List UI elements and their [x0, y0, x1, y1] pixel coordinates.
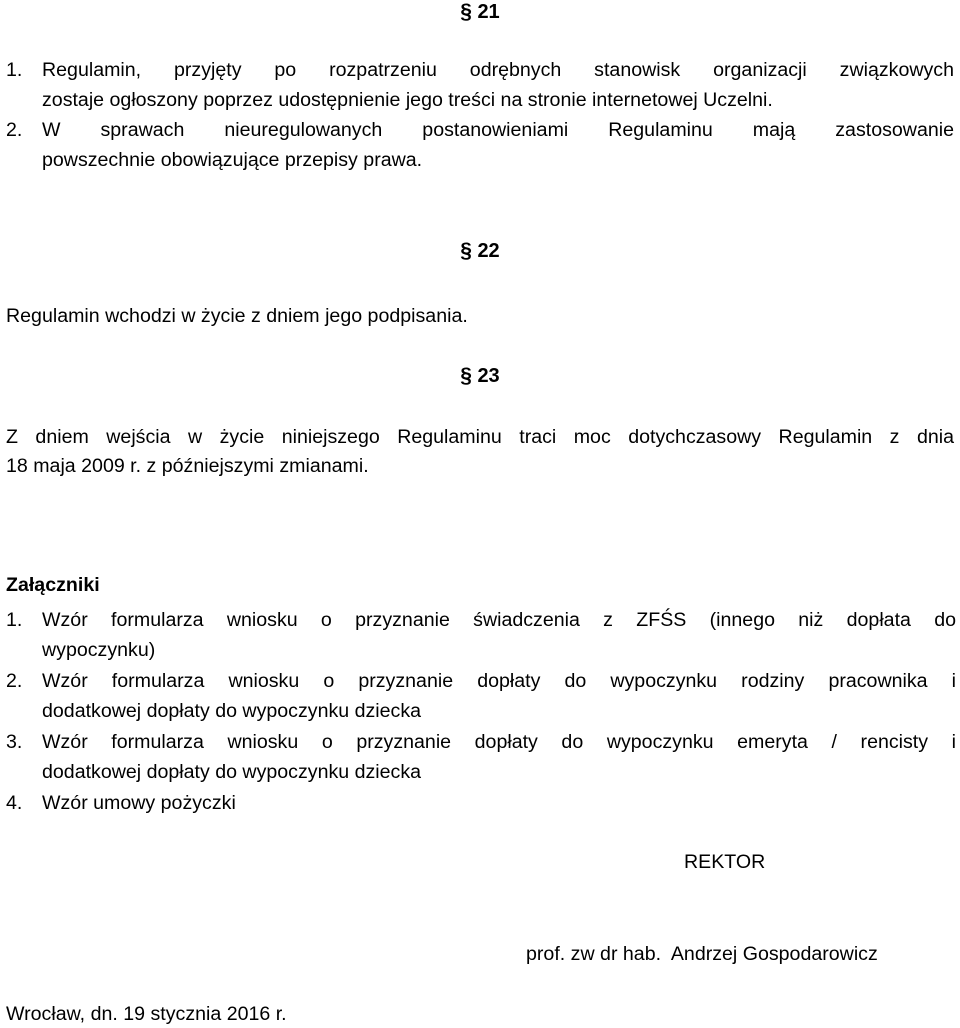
list-item-text: dodatkowej dopłaty do wypoczynku dziecka — [42, 700, 422, 722]
list-item-text: wypoczynku) — [42, 639, 156, 661]
section-heading-23 — [440, 364, 520, 388]
list-item-text: Regulamin, przyjęty po rozpatrzeniu odrębnych stanowisk organizacji związkowych — [42, 59, 954, 81]
section-heading-21 — [440, 0, 520, 24]
list-item-number: 3. — [6, 731, 23, 753]
section-number: 23 — [477, 365, 500, 387]
signature-role: REKTOR — [684, 851, 766, 873]
list-item-number: 1. — [6, 609, 23, 631]
list-item-text: W sprawach nieuregulowanych postanowieniami Regulaminu mają zastosowanie — [42, 119, 954, 141]
place-date: Wrocław, dn. 19 stycznia 2016 r. — [6, 1003, 287, 1025]
section-symbol: § — [460, 239, 472, 262]
section-heading-22 — [440, 239, 520, 263]
list-item-text: dodatkowej dopłaty do wypoczynku dziecka — [42, 761, 422, 783]
section-23-text: Z dniem wejścia w życie niniejszego Regulaminu traci moc dotychczasowy Regulamin z dnia — [6, 426, 954, 448]
section-23-text: 18 maja 2009 r. z późniejszymi zmianami. — [6, 455, 369, 477]
section-symbol: § — [460, 364, 472, 387]
list-item-text: Wzór umowy pożyczki — [42, 792, 236, 814]
list-item-number: 2. — [6, 119, 23, 141]
list-item-text: Wzór formularza wniosku o przyznanie dopłaty do wypoczynku rodziny pracownika i — [42, 670, 956, 692]
section-number: 21 — [477, 1, 500, 23]
section-22-text: Regulamin wchodzi w życie z dniem jego podpisania. — [6, 305, 468, 327]
attachments-heading: Załączniki — [6, 574, 100, 596]
list-item-number: 1. — [6, 59, 23, 81]
section-symbol: § — [460, 0, 472, 23]
list-item-text: Wzór formularza wniosku o przyznanie dopłaty do wypoczynku emeryta / rencisty i — [42, 731, 956, 753]
section-number: 22 — [477, 240, 500, 262]
list-item-text: powszechnie obowiązujące przepisy prawa. — [42, 149, 423, 171]
list-item-number: 2. — [6, 670, 23, 692]
list-item-text: zostaje ogłoszony poprzez udostępnienie jego treści na stronie internetowej Uczelni. — [42, 89, 773, 111]
list-item-number: 4. — [6, 792, 23, 814]
list-item-text: Wzór formularza wniosku o przyznanie świadczenia z ZFŚS (innego niż dopłata do — [42, 609, 956, 631]
signature-name: prof. zw dr hab. Andrzej Gospodarowicz — [526, 943, 878, 965]
